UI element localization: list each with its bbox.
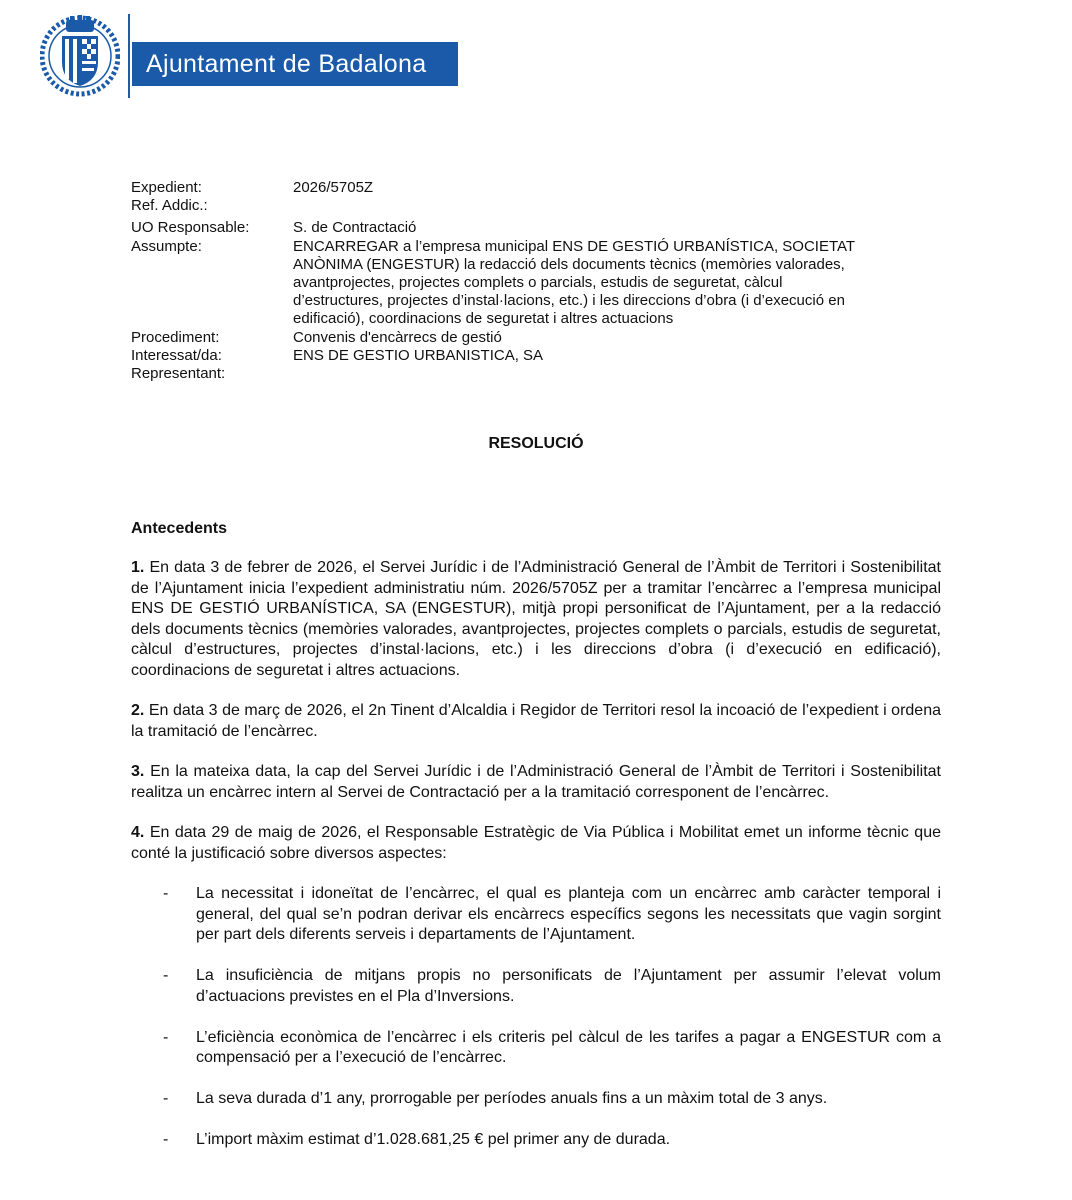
paragraph-number: 4. (131, 824, 145, 841)
meta-value: ENCARREGAR a l’empresa municipal ENS DE GESTIÓ URBANÍSTICA, SOCIETAT ANÒNIMA (ENGESTUR) la redacció dels documents tècnics (memòries valorades, avantprojectes, projectes complets o parcials, estudis de seguretat, càlcul d’estructures, projectes d’instal·lacions, etc.) i les direccions d’obra (i d’execució en edificació), coordinacions de seguretat i altres actuacions (293, 237, 855, 328)
paragraph-text: En data 3 de març de 2026, el 2n Tinent d’Alcaldia i Regidor de Territori resol la incoació de l’expedient i ordena la tramitació de l’encàrrec. (131, 702, 941, 740)
meta-value (293, 365, 893, 383)
paragraph-3 (131, 762, 941, 803)
list-item (131, 1089, 941, 1110)
bullet-dash: - (163, 1131, 169, 1148)
paragraph-4 (131, 823, 941, 864)
bullet-dash: - (163, 967, 169, 984)
meta-label: UO Responsable: (131, 219, 250, 237)
list-item-text: La seva durada d’1 any, prorrogable per períodes anuals fins a un màxim total de 3 anys. (196, 1090, 828, 1107)
paragraph-2 (131, 701, 941, 742)
meta-row-assumpte (131, 238, 893, 329)
paragraph-text: En data 3 de febrer de 2026, el Servei Jurídic i de l’Administració General de l’Àmbit de Territori i Sostenibilitat de l’Ajuntament inicia l’expedient administratiu núm. 2026/5705Z per a tramitar l’encàrrec a l’empresa municipal ENS DE GESTIÓ URBANÍSTICA, SA (ENGESTUR), mitjà propi personificat de l’Ajuntament, per a la redacció dels documents tècnics (memòries valorades, avantprojectes, projectes complets o parcials, estudis de seguretat, càlcul d’estructures, projectes d’instal·lacions, etc.) i les direccions d’obra (i d’execució en edificació), coordinacions de seguretat i altres actuacions. (131, 559, 941, 679)
meta-value: S. de Contractació (293, 219, 417, 237)
meta-value: ENS DE GESTIO URBANISTICA, SA (293, 346, 544, 364)
paragraph-number: 1. (131, 559, 145, 576)
meta-row-interessat (131, 347, 893, 365)
list-item (131, 1130, 941, 1151)
org-name: Ajuntament de Badalona (146, 50, 427, 78)
list-item-text: L’import màxim estimat d’1.028.681,25 € pel primer any de durada. (196, 1131, 671, 1148)
header-divider (128, 14, 130, 98)
bullet-dash: - (163, 1028, 169, 1046)
list-item-text: La insuficiència de mitjans propis no personificats de l’Ajuntament per assumir l’elevat volum d’actuacions previstes en el Pla d’Inversions. (196, 967, 941, 1005)
meta-row-representant (131, 365, 893, 383)
meta-label: Interessat/da: (131, 346, 222, 364)
document-title: RESOLUCIÓ (488, 435, 584, 452)
meta-value (293, 197, 893, 215)
meta-row-ref-addic (131, 197, 893, 215)
bullet-dash: - (163, 1090, 169, 1107)
meta-row-procediment (131, 329, 893, 347)
list-item-text: L’eficiència econòmica de l’encàrrec i els criteris pel càlcul de les tarifes a pagar a ENGESTUR com a compensació per a l’execució de l’encàrrec. (196, 1028, 941, 1066)
meta-row-uo-responsable (131, 219, 893, 237)
paragraph-text: En la mateixa data, la cap del Servei Jurídic i de l’Administració General de l’Àmbit de Territori i Sostenibilitat realitza un encàrrec intern al Servei de Contractació per a la tramitació corresponent de l’encàrrec. (131, 763, 941, 801)
meta-label: Assumpte: (131, 237, 202, 255)
meta-label: Expedient: (131, 179, 202, 196)
section-heading: Antecedents (131, 520, 228, 537)
meta-value: 2026/5705Z (293, 179, 374, 196)
meta-label: Procediment: (131, 328, 220, 346)
paragraph-1 (131, 558, 941, 681)
meta-row-expedient (131, 179, 893, 197)
file-metadata (131, 179, 893, 383)
paragraph-text: En data 29 de maig de 2026, el Responsable Estratègic de Via Pública i Mobilitat emet un informe tècnic que conté la justificació sobre diversos aspectes: (131, 824, 941, 862)
bullet-list (131, 884, 941, 1151)
bullet-dash: - (163, 885, 169, 902)
header (40, 14, 460, 98)
meta-label: Ref. Addic.: (131, 197, 208, 215)
paragraph-number: 3. (131, 763, 145, 780)
document-body (131, 558, 941, 1171)
paragraph-number: 2. (131, 702, 145, 719)
list-item (131, 966, 941, 1007)
badalona-coat-of-arms-icon (40, 14, 120, 98)
list-item-text: La necessitat i idoneïtat de l’encàrrec, el qual es planteja com un encàrrec amb caràcter temporal i general, del qual se’n podran derivar els encàrrecs específics segons les necessitats que vagin sorgint per part dels diferents serveis i departaments de l’Ajuntament. (196, 885, 941, 943)
org-name-banner (132, 42, 458, 86)
meta-value: Convenis d'encàrrecs de gestió (293, 328, 502, 346)
list-item (131, 884, 941, 946)
meta-label: Representant: (131, 365, 226, 383)
list-item (131, 1028, 941, 1069)
